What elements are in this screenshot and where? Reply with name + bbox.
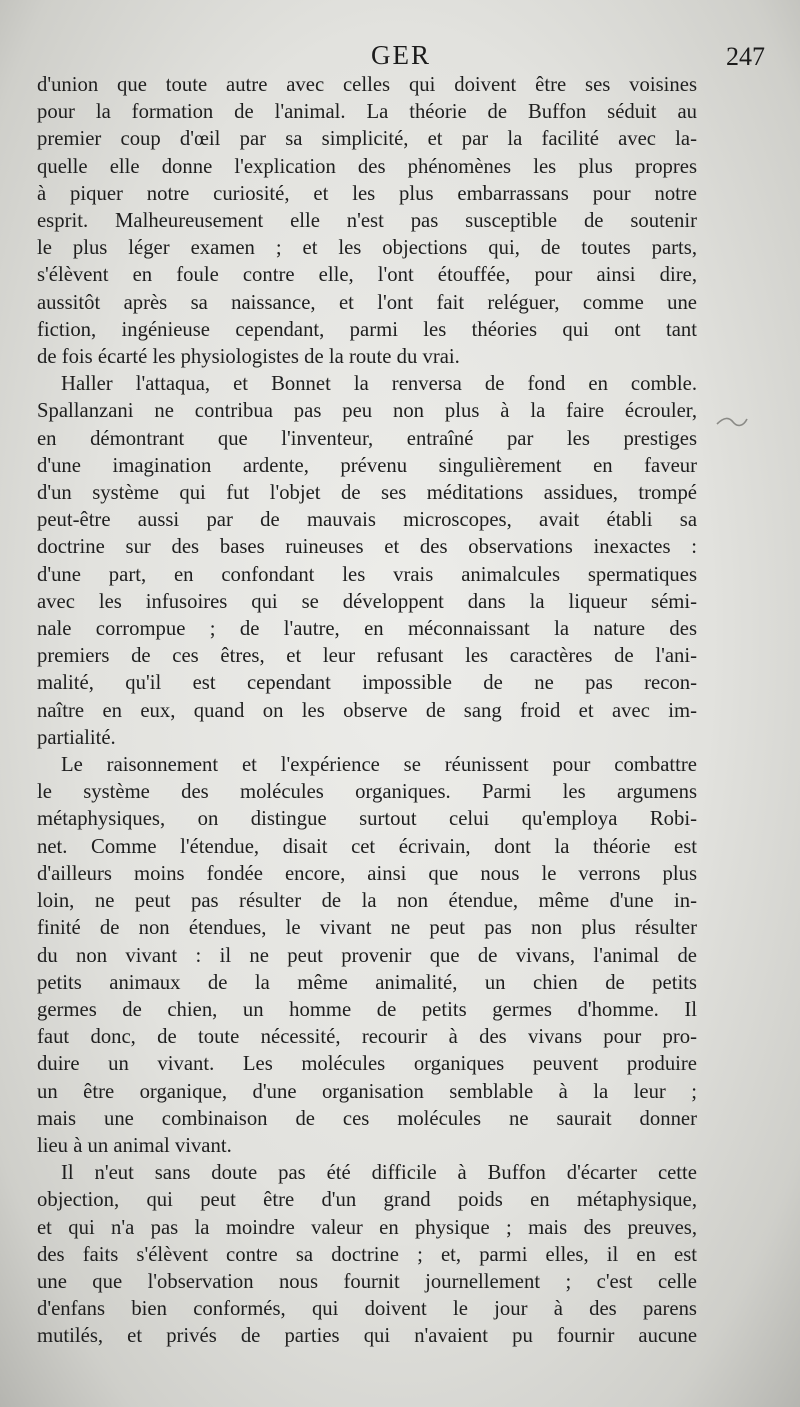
page-header — [37, 40, 765, 76]
page-number: 247 — [726, 42, 765, 71]
text-line: finité de non étendues, le vivant ne peut pas non plus résulter — [37, 917, 697, 940]
text-line: aussitôt après sa naissance, et l'ont fait reléguer, comme une — [37, 291, 697, 314]
text-line: d'union que toute autre avec celles qui doivent être ses voisines — [37, 74, 697, 96]
text-line: le système des molécules organiques. Parmi les argumens — [37, 781, 697, 804]
text-line: d'un système qui fut l'objet de ses méditations assidues, trompé — [37, 482, 697, 505]
text-line: d'une imagination ardente, prévenu singulièrement en faveur — [37, 454, 697, 477]
running-head: GER — [371, 40, 431, 70]
text-line: un être organique, d'une organisation semblable à la leur ; — [37, 1080, 697, 1103]
text-line: mutilés, et privés de parties qui n'avaient pu fournir aucune — [37, 1325, 697, 1348]
paragraph — [37, 1160, 697, 1350]
text-line: nale corrompue ; de l'autre, en méconnaissant la nature des — [37, 618, 697, 641]
text-line: de fois écarté les physiologistes de la route du vrai. — [37, 346, 460, 369]
text-line: germes de chien, un homme de petits germes d'homme. Il — [37, 998, 697, 1021]
text-line: lieu à un animal vivant. — [37, 1134, 232, 1157]
text-line: faut donc, de toute nécessité, recourir à des vivans pour pro- — [37, 1026, 697, 1049]
text-line: et qui n'a pas la moindre valeur en physique ; mais des preuves, — [37, 1216, 697, 1239]
paragraph — [37, 72, 697, 371]
text-line: à piquer notre curiosité, et les plus embarrassans pour notre — [37, 182, 697, 205]
text-line: pour la formation de l'animal. La théorie de Buffon séduit au — [37, 101, 697, 124]
text-line: le plus léger examen ; et les objections qui, de toutes parts, — [37, 237, 697, 260]
paragraph — [37, 752, 697, 1160]
text-line: avec les infusoires qui se développent dans la liqueur sémi- — [37, 590, 697, 613]
text-line: des faits s'élèvent contre sa doctrine ; et, parmi elles, il en est — [37, 1243, 697, 1266]
text-line: quelle elle donne l'explication des phénomènes les plus propres — [37, 155, 697, 178]
text-line: naître en eux, quand on les observe de sang froid et avec im- — [37, 699, 697, 722]
text-line: d'une part, en confondant les vrais animalcules spermatiques — [37, 563, 697, 586]
text-line: petits animaux de la même animalité, un chien de petits — [37, 971, 697, 994]
text-line: doctrine sur des bases ruineuses et des observations inexactes : — [37, 536, 697, 559]
text-line: objection, qui peut être d'un grand poids en métaphysique, — [37, 1189, 697, 1212]
text-line: esprit. Malheureusement elle n'est pas susceptible de soutenir — [37, 210, 697, 233]
text-line: duire un vivant. Les molécules organiques peuvent produire — [37, 1053, 697, 1076]
text-line: mais une combinaison de ces molécules ne saurait donner — [37, 1107, 697, 1130]
text-line: Haller l'attaqua, et Bonnet la renversa de fond en comble. — [61, 373, 697, 396]
text-line: Le raisonnement et l'expérience se réunissent pour combattre — [61, 754, 697, 777]
body-text — [37, 72, 697, 1351]
text-line: net. Comme l'étendue, disait cet écrivain, dont la théorie est — [37, 835, 697, 858]
text-line: Il n'eut sans doute pas été difficile à Buffon d'écarter cette — [61, 1162, 697, 1185]
text-line: s'élèvent en foule contre elle, l'ont étouffée, pour ainsi dire, — [37, 264, 697, 287]
text-line: premier coup d'œil par sa simplicité, et par la facilité avec la- — [37, 128, 697, 151]
text-line: fiction, ingénieuse cependant, parmi les théories qui ont tant — [37, 318, 697, 341]
paragraph — [37, 371, 697, 752]
text-line: d'ailleurs moins fondée encore, ainsi que nous le verrons plus — [37, 862, 697, 885]
text-line: en démontrant que l'inventeur, entraîné par les prestiges — [37, 427, 697, 450]
text-line: malité, qu'il est cependant impossible de ne pas recon- — [37, 672, 697, 695]
text-line: métaphysiques, on distingue surtout celui qu'employa Robi- — [37, 808, 697, 831]
text-line: premiers de ces êtres, et leur refusant les caractères de l'ani- — [37, 645, 697, 668]
text-line: partialité. — [37, 726, 116, 749]
text-line: du non vivant : il ne peut provenir que de vivans, l'animal de — [37, 944, 697, 967]
text-line: loin, ne peut pas résulter de la non étendue, même d'une in- — [37, 890, 697, 913]
text-line: une que l'observation nous fournit journellement ; c'est celle — [37, 1270, 697, 1293]
text-line: d'enfans bien conformés, qui doivent le jour à des parens — [37, 1298, 697, 1321]
text-line: peut-être aussi par de mauvais microscopes, avait établi sa — [37, 509, 697, 532]
text-line: Spallanzani ne contribua pas peu non plus à la faire écrouler, — [37, 400, 697, 423]
margin-tilde-mark — [715, 415, 749, 429]
